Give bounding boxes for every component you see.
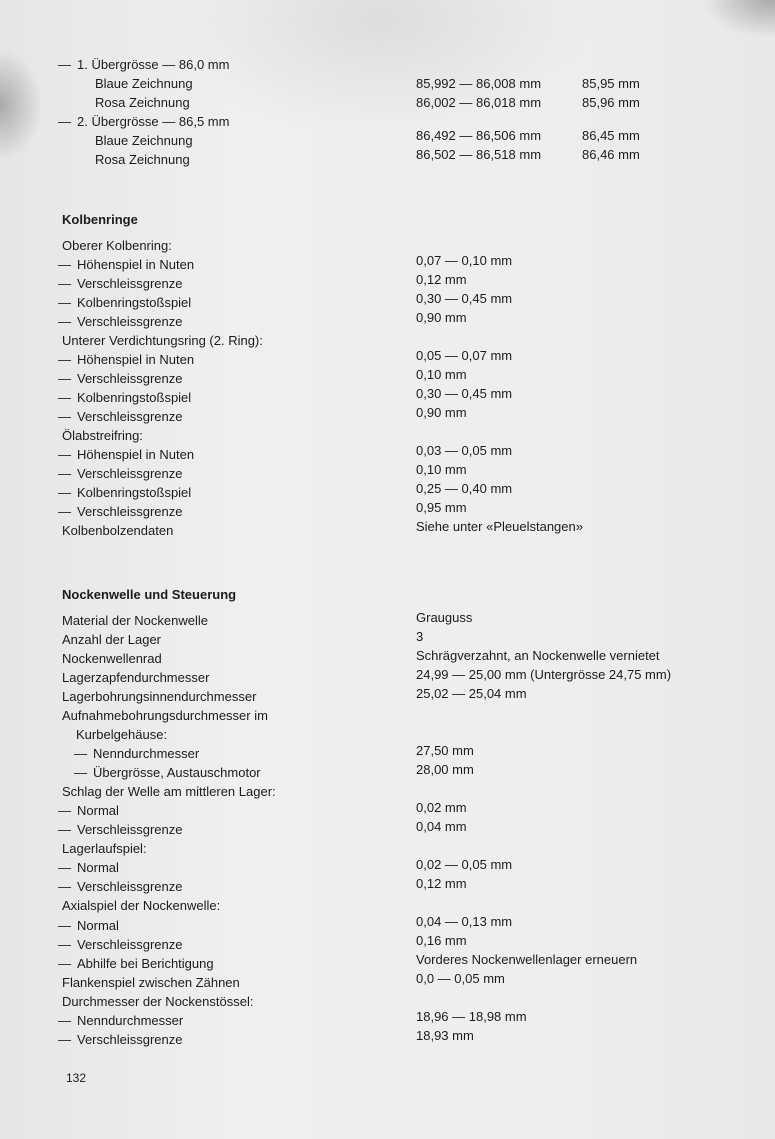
spec-value: 0,10 mm xyxy=(416,462,467,477)
spec-value: 0,02 — 0,05 mm xyxy=(416,857,513,872)
spec-group-label: Axialspiel der Nockenwelle: xyxy=(62,898,221,913)
spec-value: Schrägverzahnt, an Nockenwelle vernietet xyxy=(416,648,660,663)
spec-value: 25,02 — 25,04 mm xyxy=(416,686,527,701)
spec-label: — Verschleissgrenze xyxy=(60,822,183,838)
page-number: 132 xyxy=(66,1071,87,1085)
spec-group-label: Lagerlaufspiel: xyxy=(62,841,147,856)
spec-label: — Verschleissgrenze xyxy=(60,371,183,387)
spec-group-label: Unterer Verdichtungsring (2. Ring): xyxy=(62,333,263,348)
oversize-1-label: — 1. Übergrösse — 86,0 mm xyxy=(60,57,229,73)
spec-value: 0,30 — 0,45 mm xyxy=(416,291,513,306)
spec-label: — Verschleissgrenze xyxy=(60,879,183,895)
oversize-limit: 85,96 mm xyxy=(582,95,640,110)
spec-value: 0,95 mm xyxy=(416,500,467,515)
spec-value: 0,90 mm xyxy=(416,310,467,325)
oversize-label: Blaue Zeichnung xyxy=(95,133,193,148)
spec-value: 0,90 mm xyxy=(416,405,467,420)
spec-label: — Verschleissgrenze xyxy=(60,1032,183,1048)
section-heading-nockenwelle: Nockenwelle und Steuerung xyxy=(62,587,237,602)
oversize-limit: 85,95 mm xyxy=(582,76,640,91)
spec-value: 18,93 mm xyxy=(416,1028,474,1043)
spec-label: — Nenndurchmesser xyxy=(60,1013,183,1029)
spec-label: Flankenspiel zwischen Zähnen xyxy=(62,975,240,990)
spec-group-label: Oberer Kolbenring: xyxy=(62,238,172,253)
spec-label: Aufnahmebohrungsdurchmesser im xyxy=(62,708,268,723)
spec-value: 0,16 mm xyxy=(416,933,467,948)
spec-value: Vorderes Nockenwellenlager erneuern xyxy=(416,952,638,967)
spec-label: — Normal xyxy=(60,918,119,934)
spec-value: 0,07 — 0,10 mm xyxy=(416,253,513,268)
spec-value: 0,04 — 0,13 mm xyxy=(416,914,513,929)
spec-value: 0,30 — 0,45 mm xyxy=(416,386,513,401)
spec-group-label: Ölabstreifring: xyxy=(62,428,143,443)
spec-value: 0,12 mm xyxy=(416,876,467,891)
spec-label: — Übergrösse, Austauschmotor xyxy=(76,765,261,781)
spec-value: 18,96 — 18,98 mm xyxy=(416,1009,527,1024)
spec-label: — Verschleissgrenze xyxy=(60,276,183,292)
spec-value: 0,04 mm xyxy=(416,819,467,834)
spec-group-label: Durchmesser der Nockenstössel: xyxy=(62,994,254,1009)
oversize-value: 86,002 — 86,018 mm xyxy=(416,95,542,110)
oversize-limit: 86,46 mm xyxy=(582,147,640,162)
spec-label: — Normal xyxy=(60,803,119,819)
spec-value: 0,0 — 0,05 mm xyxy=(416,971,505,986)
spec-value: 0,25 — 0,40 mm xyxy=(416,481,513,496)
spec-value: 0,10 mm xyxy=(416,367,467,382)
spec-label: — Höhenspiel in Nuten xyxy=(60,352,194,368)
spec-value: 0,02 mm xyxy=(416,800,467,815)
spec-label: — Abhilfe bei Berichtigung xyxy=(60,956,214,972)
spec-group-label: Schlag der Welle am mittleren Lager: xyxy=(62,784,276,799)
spec-label: — Kolbenringstoßspiel xyxy=(60,295,191,311)
spec-label: Lagerbohrungsinnendurchmesser xyxy=(62,689,257,704)
spec-value: 0,03 — 0,05 mm xyxy=(416,443,513,458)
spec-label: Nockenwellenrad xyxy=(62,651,162,666)
oversize-value: 86,502 — 86,518 mm xyxy=(416,147,542,162)
spec-label: Material der Nockenwelle xyxy=(62,613,208,628)
spec-label: — Kolbenringstoßspiel xyxy=(60,485,191,501)
spec-label: Kolbenbolzendaten xyxy=(62,523,174,538)
oversize-value: 85,992 — 86,008 mm xyxy=(416,76,542,91)
spec-label: — Höhenspiel in Nuten xyxy=(60,447,194,463)
oversize-label: Blaue Zeichnung xyxy=(95,76,193,91)
spec-label: Anzahl der Lager xyxy=(62,632,162,647)
spec-value: 24,99 — 25,00 mm (Untergrösse 24,75 mm) xyxy=(416,667,672,682)
spec-label: — Verschleissgrenze xyxy=(60,937,183,953)
spec-label: — Normal xyxy=(60,860,119,876)
spec-label: Lagerzapfendurchmesser xyxy=(62,670,210,685)
spec-group-label: Kurbelgehäuse: xyxy=(76,727,168,742)
spec-value: Grauguss xyxy=(416,610,473,625)
spec-label: — Verschleissgrenze xyxy=(60,409,183,425)
section-heading-kolbenringe: Kolbenringe xyxy=(62,212,138,227)
spec-value: 0,12 mm xyxy=(416,272,467,287)
oversize-limit: 86,45 mm xyxy=(582,128,640,143)
spec-label: — Höhenspiel in Nuten xyxy=(60,257,194,273)
spec-value: 0,05 — 0,07 mm xyxy=(416,348,513,363)
oversize-label: Rosa Zeichnung xyxy=(95,152,190,167)
oversize-label: Rosa Zeichnung xyxy=(95,95,190,110)
oversize-value: 86,492 — 86,506 mm xyxy=(416,128,542,143)
oversize-2-label: — 2. Übergrösse — 86,5 mm xyxy=(60,114,229,130)
spec-value: 28,00 mm xyxy=(416,762,474,777)
spec-value: Siehe unter «Pleuelstangen» xyxy=(416,519,583,534)
spec-label: — Verschleissgrenze xyxy=(60,504,183,520)
spec-label: — Kolbenringstoßspiel xyxy=(60,390,191,406)
spec-value: 3 xyxy=(416,629,424,644)
spec-value: 27,50 mm xyxy=(416,743,474,758)
spec-label: — Nenndurchmesser xyxy=(76,746,199,762)
spec-label: — Verschleissgrenze xyxy=(60,466,183,482)
spec-label: — Verschleissgrenze xyxy=(60,314,183,330)
